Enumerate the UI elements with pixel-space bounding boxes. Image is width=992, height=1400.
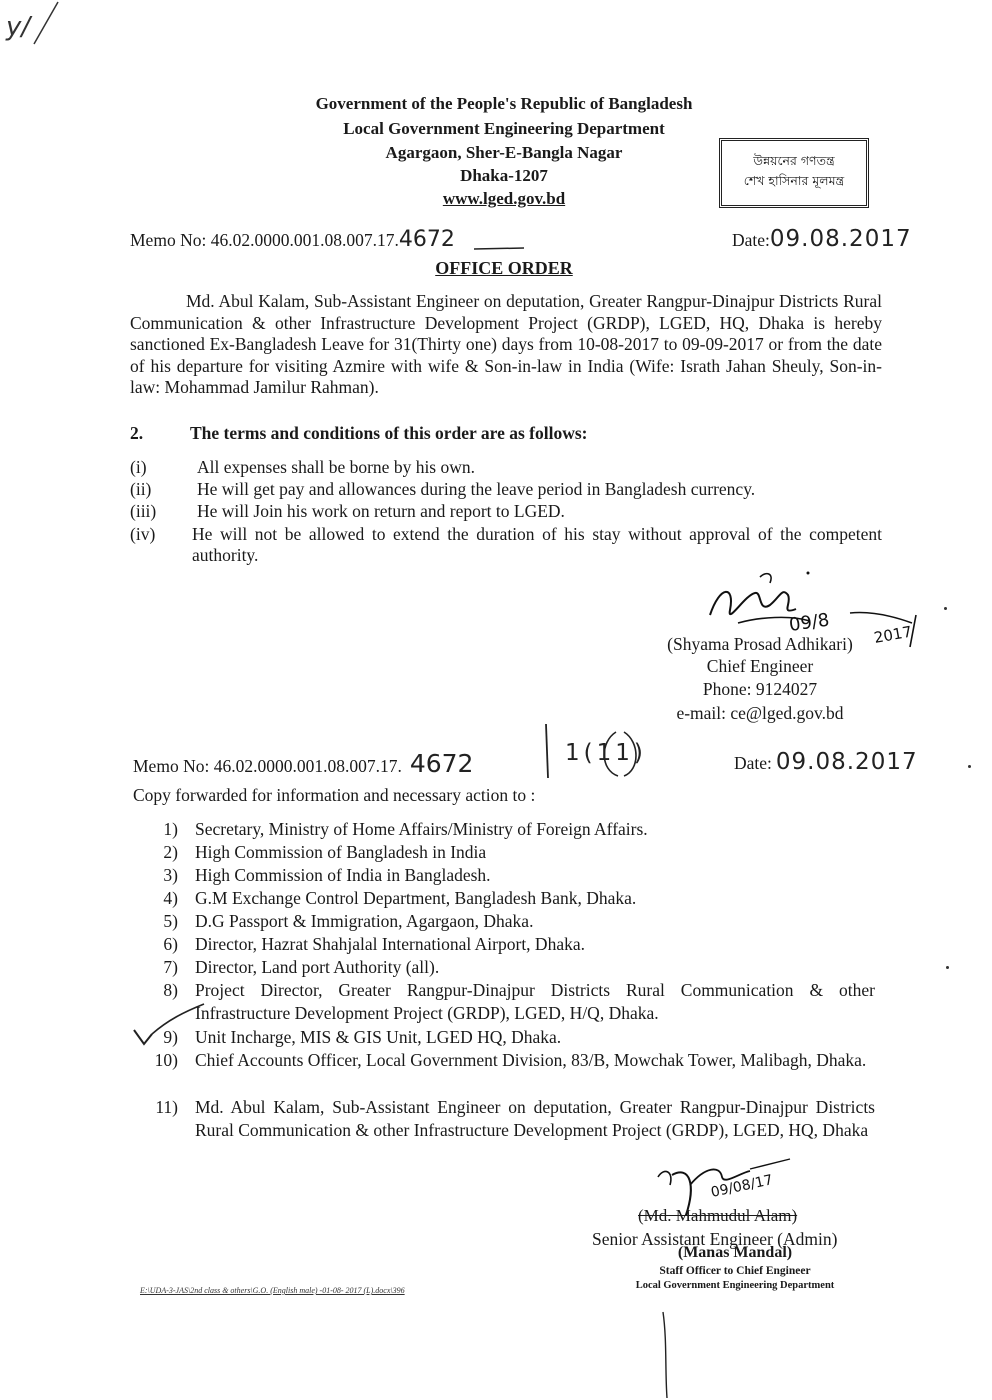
term-number: (i) bbox=[130, 457, 147, 477]
terms-number: 2. bbox=[130, 423, 144, 443]
slogan-line-2: শেখ হাসিনার মূলমন্ত্র bbox=[743, 173, 845, 188]
svg-text:09/8: 09/8 bbox=[787, 609, 831, 636]
list-number: 3) bbox=[163, 865, 178, 885]
list-text: Director, Hazrat Shahjalal International Airport, Dhaka. bbox=[195, 934, 585, 954]
date-label: Date: bbox=[732, 230, 770, 250]
signatory-1-name: (Shyama Prosad Adhikari) bbox=[667, 634, 853, 654]
date-label: Date: bbox=[734, 753, 772, 773]
list-number: 9) bbox=[163, 1027, 178, 1047]
signatory-1-phone: Phone: 9124027 bbox=[702, 679, 818, 699]
term-number: (ii) bbox=[130, 479, 152, 499]
corner-stroke bbox=[18, 0, 62, 50]
officer-stamp bbox=[600, 1243, 870, 1293]
list-text: Chief Accounts Officer, Local Government Division, 83/B, Mowchak Tower, Malibagh, Dhaka. bbox=[195, 1050, 867, 1070]
signatory-2-designation: Senior Assistant Engineer (Admin) bbox=[592, 1229, 838, 1249]
list-text: Unit Incharge, MIS & GIS Unit, LGED HQ, Dhaka. bbox=[195, 1027, 562, 1047]
list-text: High Commission of India in Bangladesh. bbox=[195, 865, 491, 885]
header-website: www.lged.gov.bd bbox=[442, 189, 566, 208]
memo-handwritten-number: 4672 bbox=[409, 749, 474, 778]
term-text: He will get pay and allowances during the leave period in Bangladesh currency. bbox=[197, 479, 756, 499]
corner-handwritten-mark: y/ bbox=[6, 12, 31, 42]
header-line-1: Government of the People's Republic of Bangladesh bbox=[315, 94, 693, 113]
list-text: D.G Passport & Immigration, Agargaon, Dhaka. bbox=[195, 911, 534, 931]
header-line-2: Local Government Engineering Department bbox=[343, 119, 665, 138]
list-number: 5) bbox=[163, 911, 178, 931]
memo-number-2 bbox=[133, 749, 473, 778]
memo-number-underline bbox=[470, 246, 530, 252]
list-number: 6) bbox=[163, 934, 178, 954]
list-number: 4) bbox=[163, 888, 178, 908]
stray-pen-line bbox=[655, 1310, 675, 1400]
header-line-3: Agargaon, Sher-E-Bangla Nagar bbox=[385, 143, 623, 162]
list-text: Project Director, Greater Rangpur-Dinajpur Districts Rural Communication & other Infrastructure Development Project (GRDP), LGED, H/Q, Dhaka. bbox=[195, 980, 875, 1023]
list-number: 10) bbox=[154, 1050, 178, 1070]
list-number: 2) bbox=[163, 842, 178, 862]
svg-text:2017: 2017 bbox=[872, 622, 914, 647]
terms-heading: The terms and conditions of this order are as follows: bbox=[190, 423, 588, 443]
page-title: OFFICE ORDER bbox=[435, 258, 573, 278]
list-text: Md. Abul Kalam, Sub-Assistant Engineer on deputation, Greater Rangpur-Dinajpur Districts Rural Communication & other Infrastructure Development Project (GRDP), LGED, HQ, Dhaka bbox=[195, 1097, 875, 1140]
memo-label: Memo No: 46.02.0000.001.08.007.17. bbox=[130, 230, 399, 250]
list-number: 7) bbox=[163, 957, 178, 977]
memo-handwritten-suffix: 1(11) bbox=[565, 740, 647, 766]
list-number: 8) bbox=[163, 980, 178, 1000]
memo-date-1 bbox=[732, 226, 912, 252]
body-paragraph: Md. Abul Kalam, Sub-Assistant Engineer on deputation, Greater Rangpur-Dinajpur Districts Rural Communication & other Infrastructure Development Project (GRDP), LGED, HQ, Dhaka is hereby sanctioned Ex-Bangladesh Leave for 31(Thirty one) days from 10-08-2017 to 09-09-2017 or from the date of his departure for visiting Azmire with wife & Son-in-law in India (Wife: Israth Jahan Sheuly, Son-in-law: Mohammad Jamilur Rahman). bbox=[130, 291, 882, 397]
term-number: (iii) bbox=[130, 501, 157, 521]
list-number: 11) bbox=[155, 1097, 178, 1117]
slogan-box bbox=[719, 138, 869, 208]
memo-number-1 bbox=[130, 227, 455, 252]
signatory-1-email: e-mail: ce@lged.gov.bd bbox=[676, 703, 844, 723]
list-text: High Commission of Bangladesh in India bbox=[195, 842, 487, 862]
stamp-name: (Manas Mandal) bbox=[677, 1244, 793, 1261]
header-line-4: Dhaka-1207 bbox=[460, 166, 548, 185]
signatory-2-struck-name: (Md. Mahmudul Alam) bbox=[638, 1206, 798, 1225]
memo-date-2 bbox=[734, 749, 918, 775]
term-text: He will not be allowed to extend the duration of his stay without approval of the competent authority. bbox=[192, 524, 882, 565]
dot-mark bbox=[946, 966, 949, 969]
footer-file-path: E:\UDA-3-JAS\2nd class & others\G.O. (English male) -01-08- 2017 (L).docx\396 bbox=[140, 1286, 405, 1295]
copy-intro: Copy forwarded for information and necessary action to : bbox=[133, 785, 536, 805]
stamp-organization: Local Government Engineering Department bbox=[635, 1280, 835, 1291]
svg-text:09/08/17: 09/08/17 bbox=[709, 1172, 775, 1201]
term-number: (iv) bbox=[130, 524, 156, 544]
list-number: 1) bbox=[163, 819, 178, 839]
memo-label: Memo No: 46.02.0000.001.08.007.17. bbox=[133, 756, 402, 776]
list-text: Secretary, Ministry of Home Affairs/Ministry of Foreign Affairs. bbox=[195, 819, 648, 839]
handwritten-date: 09.08.2017 bbox=[769, 226, 912, 252]
signatory-1-designation: Chief Engineer bbox=[706, 656, 814, 676]
term-text: He will Join his work on return and report to LGED. bbox=[197, 501, 565, 521]
memo-handwritten-number: 4672 bbox=[398, 227, 455, 252]
stamp-designation: Staff Officer to Chief Engineer bbox=[659, 1265, 811, 1277]
list-text: G.M Exchange Control Department, Bangladesh Bank, Dhaka. bbox=[195, 888, 637, 908]
list-text: Director, Land port Authority (all). bbox=[195, 957, 440, 977]
handwritten-date: 09.08.2017 bbox=[775, 749, 918, 775]
term-text: All expenses shall be borne by his own. bbox=[197, 457, 476, 477]
dot-mark bbox=[968, 765, 971, 768]
handwritten-tick-mark bbox=[128, 1000, 208, 1050]
dot-mark bbox=[944, 607, 947, 610]
slogan-line-1: উন্নয়নের গণতন্ত্র bbox=[753, 153, 835, 168]
